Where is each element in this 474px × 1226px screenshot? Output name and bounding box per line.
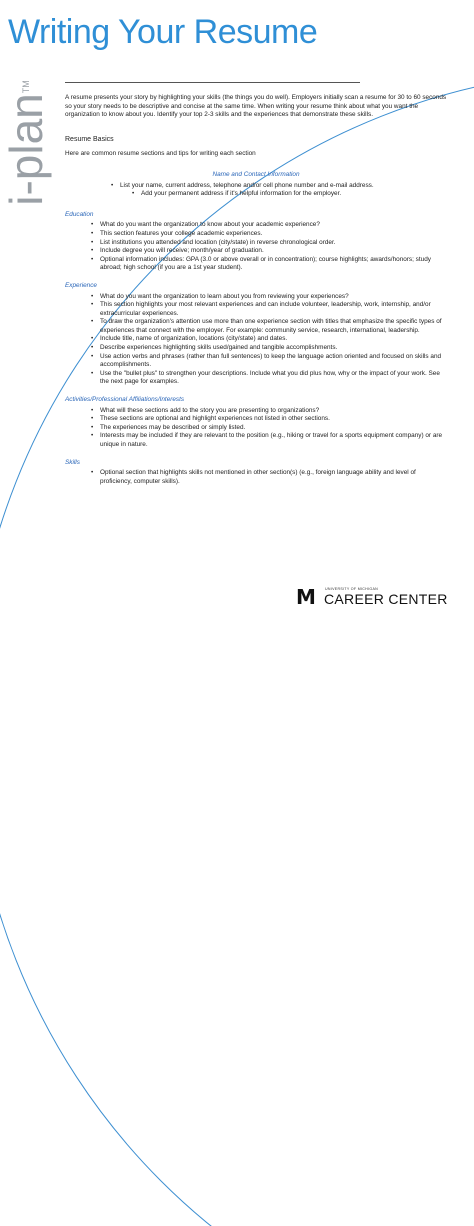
career-center-logo	[296, 585, 466, 607]
list-item: • List institutions you attended and location (city/state) in reverse chronological order.	[65, 239, 447, 248]
list-education	[65, 221, 447, 273]
list-activities	[65, 407, 447, 450]
iplan-logo	[0, 78, 52, 208]
resume-basics-title: Resume Basics	[65, 135, 114, 143]
section-heading-experience: Experience	[65, 281, 97, 289]
list-item: • What do you want the organization to learn about you from reviewing your experiences?	[65, 293, 447, 302]
list-item: • What do you want the organization to know about your academic experience?	[65, 221, 447, 230]
career-center-label: CAREER CENTER	[324, 591, 448, 607]
intro-paragraph: A resume presents your story by highlighting your skills (the things you do well). Employers initially scan a resume for 30 to 60 seconds so your story needs to be descriptive and concise at the same time. When writing your resume think about what you want the organization to know about you. Identify your top 2-3 skills and the experiences that demonstrate these skills.	[65, 94, 447, 119]
document-body	[65, 94, 447, 486]
list-skills	[65, 469, 447, 486]
list-item: • Include degree you will receive; month/year of graduation.	[65, 247, 447, 256]
section-heading-name-contact: Name and Contact Information	[212, 170, 300, 178]
list-item: • List your name, current address, telephone and/or cell phone number and e-mail address.	[65, 182, 447, 191]
list-item: • Describe experiences highlighting skills used/gained and tangible accomplishments.	[65, 344, 447, 353]
list-item: • Use action verbs and phrases (rather than full sentences) to keep the language action oriented and focused on skills and accomplishments.	[65, 353, 447, 370]
list-item: • Use the "bullet plus" to strengthen your descriptions. Include what you did plus how, why or the impact of your work. See the next page for examples.	[65, 370, 447, 387]
section-heading-activities: Activities/Professional Affiliations/Interests	[65, 396, 185, 404]
list-item: • Include title, name of organization, locations (city/state) and dates.	[65, 335, 447, 344]
list-item: • This section features your college academic experiences.	[65, 230, 447, 239]
list-item: • The experiences may be described or simply listed.	[65, 424, 447, 433]
block-m-logo: M	[296, 585, 316, 609]
list-item: • Interests may be included if they are relevant to the position (e.g., hiking or travel for a sports equipment company) or are unique in nature.	[65, 432, 447, 449]
list-experience	[65, 293, 447, 388]
list-name-contact	[65, 182, 447, 199]
section-heading-skills: Skills	[65, 458, 80, 466]
university-label: UNIVERSITY OF MICHIGAN	[325, 587, 379, 591]
list-item: • What will these sections add to the story you are presenting to organizations?	[65, 407, 447, 416]
list-item: • To draw the organization's attention use more than one experience section with titles that emphasize the specific types of experiences that connect with the employer. For example: community service, research, international, leadership.	[65, 318, 447, 335]
list-item: • Optional section that highlights skills not mentioned in other section(s) (e.g., foreign language ability and level of proficiency, computer skills).	[65, 469, 447, 486]
iplan-logo-text: i-plan	[0, 93, 52, 206]
list-item: • This section highlights your most relevant experiences and can include volunteer, leadership, work, internship, and/or extracurricular experiences.	[65, 301, 447, 318]
section-heading-education: Education	[65, 210, 94, 218]
list-item: • These sections are optional and highlight experiences not listed in other sections.	[65, 415, 447, 424]
page-title: Writing Your Resume	[8, 13, 318, 51]
list-item: • Optional information includes: GPA (3.0 or above overall or in concentration); course highlights; awards/honors; study abroad; high school (if you are a 1st year student).	[65, 256, 447, 273]
list-item: • Add your permanent address if it's helpful information for the employer.	[65, 190, 447, 199]
trademark-mark: TM	[21, 80, 31, 94]
resume-basics-description: Here are common resume sections and tips for writing each section	[65, 150, 256, 158]
divider-top	[65, 82, 360, 83]
